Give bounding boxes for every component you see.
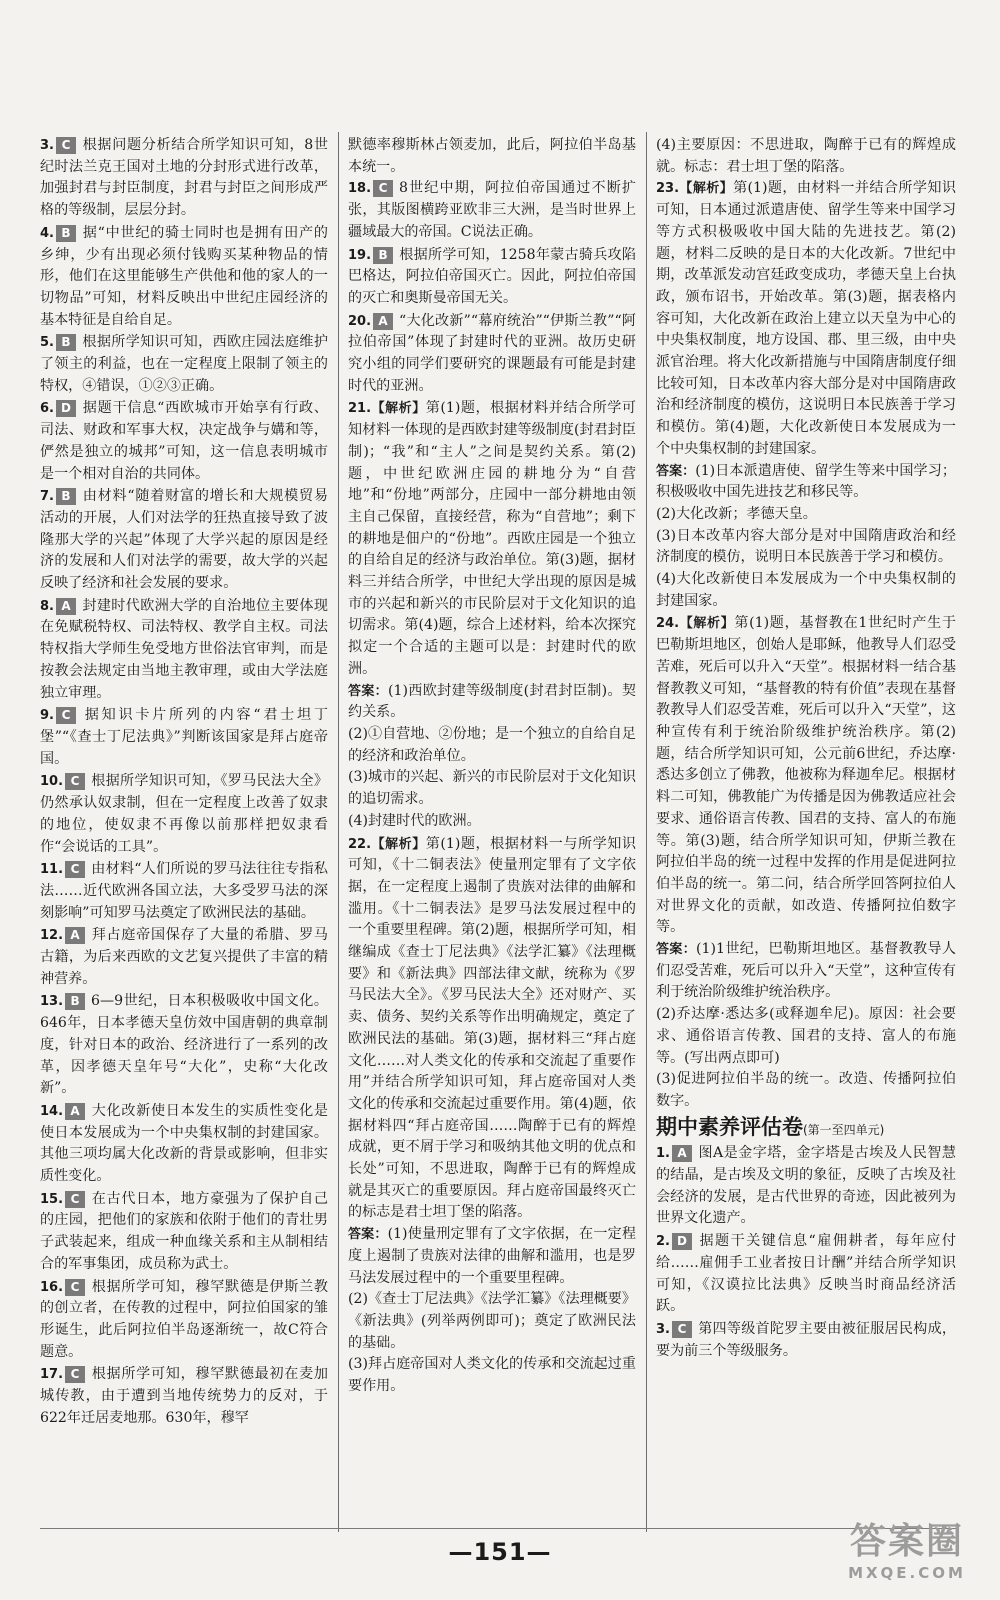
answer-choice-badge: B	[56, 225, 76, 242]
answer-label: 答案：	[348, 683, 388, 699]
question-item	[40, 771, 328, 858]
analysis-text: 第(1)题，基督教在1世纪时产生于巴勒斯坦地区，创始人是耶稣，他教导人们忍受苦难，死后可以升入“天堂”。根据材料一结合基督教教义可知，“基督教的特有价值”表现在基督教教导人们忍受苦难，死后可以升入“天堂”，这种宣传有利于统治阶级维护统治秩序。第(2)题，结合所学知识可知，公元前6世纪，乔达摩·悉达多创立了佛教，他被称为释迦牟尼。根据材料二可知，佛教能广为传播是因为佛教适应社会要求、通俗语言传教、国君的支持、富人的布施等。第(3)题，结合所学知识可知，伊斯兰教在阿拉伯半岛的统一过程中发挥的作用是促进阿拉伯半岛的统一。第二问，结合所学回答阿拉伯人对世界文化的贡献，如改造、传播阿拉伯数字等。	[656, 615, 956, 936]
answer-choice-badge: A	[56, 598, 76, 615]
question-number: 12.	[40, 928, 64, 944]
answer-choice-badge: C	[65, 861, 85, 878]
answer-choice-badge: C	[56, 707, 76, 724]
explanation-text: 据题干信息“西欧城市开始享有行政、司法、财政和军事大权，决定战争与媾和等，俨然是独立的城邦”可知，这一信息表明城市是一个相对自治的共同体。	[40, 400, 328, 482]
explanation-text: 大化改新使日本发生的实质性变化是使日本发展成为一个中央集权制的封建国家。其他三项均属大化改新的背景或影响，但非实质性变化。	[40, 1102, 328, 1185]
analysis-tag: 【解析】	[371, 836, 426, 852]
question-number: 14.	[40, 1103, 64, 1119]
watermark-text: 答案圈	[849, 1521, 964, 1562]
answer-line: (3)促进阿拉伯半岛的统一。改造、传播阿拉伯数字。	[656, 1071, 956, 1109]
question-number: 3.	[40, 138, 54, 153]
answer-choice-badge: C	[65, 773, 85, 790]
question-number: 3.	[656, 1321, 670, 1337]
answer-choice-badge: A	[672, 1145, 692, 1162]
question-number: 22.	[348, 836, 372, 852]
answer-choice-badge: A	[65, 1103, 85, 1120]
continued-text: (4)主要原因：不思进取，陶醉于已有的辉煌成就。标志：君士坦丁堡的陷落。	[656, 137, 956, 175]
answer-line: (2)乔达摩·悉达多(或释迦牟尼)。原因：社会要求、通俗语言传教、国君的支持、富人的布施等。(写出两点即可)	[656, 1006, 956, 1066]
section-subtitle: (第一至四单元)	[803, 1122, 885, 1137]
explanation-text: 第四等级首陀罗主要由被征服居民构成，要为前三个等级服务。	[656, 1320, 956, 1359]
explanation-text: 据题干关键信息“雇佣耕者，每年应付给……雇佣手工业者按日计酬”并结合所学知识可知，《汉谟拉比法典》反映当时商品经济活跃。	[656, 1233, 956, 1315]
column-divider	[646, 132, 647, 1532]
question-number: 1.	[656, 1146, 670, 1162]
answer-line: (4)大化改新使日本发展成为一个中央集权制的封建国家。	[656, 571, 956, 609]
answer-label: 答案：	[656, 463, 696, 479]
answer-choice-badge: C	[65, 1366, 85, 1383]
answer-line: (2)《查士丁尼法典》《法学汇纂》《法理概要》《新法典》(列举两例即可)；奠定了欧洲民法的基础。	[348, 1291, 636, 1351]
question-item	[40, 705, 328, 770]
answer-choice-badge: A	[65, 927, 85, 944]
question-number: 10.	[40, 774, 64, 790]
question-23	[656, 178, 956, 612]
question-number: 11.	[40, 862, 64, 878]
question-item	[40, 398, 328, 485]
column-left	[40, 135, 328, 1525]
question-item	[348, 178, 636, 243]
question-item	[40, 1101, 328, 1188]
answer-line: (1)日本派遣唐使、留学生等来中国学习；积极吸收中国先进技艺和移民等。	[656, 462, 956, 501]
question-item	[40, 1189, 328, 1276]
explanation-text: 在古代日本，地方豪强为了保护自己的庄园，把他们的家族和依附于他们的青壮男子武装起来，组成一种血缘关系和主从制相结合的军事集团，成员称为武士。	[40, 1190, 328, 1272]
answer-choice-badge: B	[56, 488, 76, 505]
answer-line: (2)大化改新；孝德天皇。	[656, 505, 817, 522]
question-item	[40, 332, 328, 397]
explanation-text: 由材料“随着财富的增长和大规模贸易活动的开展，人们对法学的狂热直接导致了波隆那大学的兴起”体现了大学兴起的原因是经济的发展和人们对法学的需要，故大学的兴起反映了经济和社会发展的要求。	[40, 488, 328, 592]
watermark-url: MXQE.COM	[848, 1564, 966, 1582]
analysis-text: 第(1)题，由材料一并结合所学知识可知，日本通过派遣唐使、留学生等来中国学习等方式积极吸收中国大陆的先进技艺。第(2)题，材料二反映的是日本的大化改新。7世纪中期，改革派发动宫廷政变成功，孝德天皇上台执政，颁布诏书，开始改革。第(3)题，据表格内容可知，大化改新在政治上建立以天皇为中心的中央集权制度，地方设国、郡、里三级，由中央派官治理。将大化改新措施与中国隋唐制度仔细比较可知，日本改革内容大部分是对中国隋唐政治和经济制度的模仿，这说明日本民族善于学习和模仿。第(4)题，大化改新使日本发展成为一个中央集权制的封建国家。	[656, 180, 956, 457]
explanation-text: 拜占庭帝国保存了大量的希腊、罗马古籍，为后来西欧的文艺复兴提供了丰富的精神营养。	[40, 927, 328, 987]
footer-rule	[40, 1528, 956, 1529]
answer-choice-badge: A	[373, 313, 393, 330]
question-number: 9.	[40, 708, 54, 724]
question-item	[656, 1319, 956, 1362]
analysis-text: 第(1)题，根据材料一与所学知识可知，《十二铜表法》使量刑定罪有了文字依据，在一定程度上遏制了贵族对法律的曲解和滥用。《十二铜表法》是罗马法发展过程中的一个重要里程碑。第(2)题，根据所学可知，相继编成《查士丁尼法典》《法学汇纂》《法理概要》和《新法典》四部法律文献，统称为《罗马民法大全》。《罗马民法大全》还对财产、买卖、债务、契约关系等作出明确规定，奠定了欧洲民法的基础。第(3)题，据材料三“拜占庭文化……对人类文化的传承和交流起了重要作用”并结合所学知识可知，拜占庭帝国对人类文化的传承和交流起过重要作用。第(4)题，依据材料四“拜占庭帝国……陶醉于已有的辉煌成就，更不屑于学习和吸纳其他文明的优点和长处”可知，不思进取，陶醉于已有的辉煌成就是其灭亡的重要原因。拜占庭帝国最终灭亡的标志是君士坦丁堡的陷落。	[348, 835, 636, 1221]
question-number: 24.	[656, 616, 680, 632]
analysis-text: 第(1)题，根据材料并结合所学可知材料一体现的是西欧封建等级制度(封君封臣制)；“我”和“主人”之间是契约关系。第(2)题，中世纪欧洲庄园的耕地分为“自营地”和“份地”两部分，庄园中一部分耕地由领主自己保留，直接经营，称为“自营地”；剩下的耕地是佃户的“份地”。西欧庄园是一个独立的自给自足的经济与政治单位。第(3)题，据材料三并结合所学，中世纪大学出现的原因是城市的兴起和新兴的市民阶层对于文化知识的追切需求。第(4)题，综合上述材料，给本次探究拟定一个合适的主题可以是：封建时代的欧洲。	[348, 400, 636, 677]
question-number: 21.	[348, 401, 372, 417]
watermark-logo	[832, 1520, 982, 1592]
explanation-text: 根据所学可知，1258年蒙古骑兵攻陷巴格达，阿拉伯帝国灭亡。因此，阿拉伯帝国的灭亡和奥斯曼帝国无关。	[348, 246, 636, 306]
question-number: 20.	[348, 313, 372, 329]
question-item	[40, 135, 328, 222]
answer-line: (4)封建时代的欧洲。	[348, 812, 481, 829]
answer-choice-badge: C	[65, 1279, 85, 1296]
answer-line: (3)日本改革内容大部分是对中国隋唐政治和经济制度的模仿，说明日本民族善于学习和模仿。	[656, 527, 956, 566]
explanation-text: 根据问题分析结合所学知识可知，8世纪时法兰克王国对土地的分封形式进行改革，加强封君与封臣制度，封君与封臣之间形成严格的等级制，层层分封。	[40, 137, 328, 219]
answer-line: (2)①自营地、②份地；是一个独立的自给自足的经济和政治单位。	[348, 725, 636, 764]
answer-choice-badge: D	[56, 400, 76, 417]
explanation-text: 根据所学知识可知，西欧庄园法庭维护了领主的利益，也在一定程度上限制了领主的特权，④错误，①②③正确。	[40, 334, 328, 394]
question-item	[40, 925, 328, 990]
question-item	[348, 245, 636, 310]
column-divider	[338, 132, 339, 1532]
question-number: 16.	[40, 1279, 64, 1295]
explanation-text: 6—9世纪，日本积极吸收中国文化。646年，日本孝德天皇仿效中国唐朝的典章制度，针对日本的政治、经济进行了一系列的改革，因孝德天皇年号“大化”，史称“大化改新”。	[40, 993, 328, 1097]
answer-line: (1)使量刑定罪有了文字依据，在一定程度上遏制了贵族对法律的曲解和滥用，也是罗马法发展过程中的一个重要里程碑。	[348, 1226, 636, 1286]
explanation-text: 根据所学可知，穆罕默德是伊斯兰教的创立者，在传教的过程中，阿拉伯国家的雏形诞生，此后阿拉伯半岛逐渐统一，故C符合题意。	[40, 1278, 328, 1360]
answer-line: (1)1世纪，巴勒斯坦地区。基督教教导人们忍受苦难，死后可以升入“天堂”，这种宣传有利于统治阶级维护统治秩序。	[656, 941, 956, 1001]
question-number: 15.	[40, 1191, 64, 1207]
answer-label: 答案：	[656, 942, 697, 958]
question-item	[656, 1231, 956, 1318]
explanation-text: 据“中世纪的骑士同时也是拥有田产的乡绅，少有出现必须付钱购买某种物品的情形，他们在这里能够生产供他和他的家人的一切物品”可知，材料反映出中世纪庄园经济的基本特征是自给自足。	[40, 224, 328, 328]
question-number: 7.	[40, 489, 54, 505]
question-number: 5.	[40, 335, 54, 351]
question-item	[40, 1364, 328, 1429]
continued-text: 默德率穆斯林占领麦加，此后，阿拉伯半岛基本统一。	[348, 137, 636, 175]
question-item	[40, 486, 328, 595]
answer-choice-badge: B	[373, 247, 393, 264]
column-middle	[348, 135, 636, 1525]
question-number: 6.	[40, 401, 54, 417]
question-item	[348, 311, 636, 398]
question-number: 18.	[348, 181, 372, 197]
answer-choice-badge: B	[65, 993, 85, 1010]
answer-label: 答案：	[348, 1227, 388, 1243]
question-number: 17.	[40, 1367, 64, 1383]
analysis-tag: 【解析】	[679, 181, 734, 197]
question-22	[348, 834, 636, 1398]
answer-line: (3)拜占庭帝国对人类文化的传承和交流起过重要作用。	[348, 1356, 636, 1395]
explanation-text: 由材料“人们所说的罗马法往往专指私法……近代欧洲各国立法，大多受罗马法的深刻影响”可知罗马法奠定了欧洲民法的基础。	[40, 861, 328, 921]
explanation-text: 根据所学可知，穆罕默德最初在麦加城传教，由于遭到当地传统势力的反对，于622年迁居麦地那。630年，穆罕	[40, 1366, 328, 1426]
question-number: 2.	[656, 1234, 670, 1250]
answer-choice-badge: C	[65, 1191, 85, 1208]
question-item	[40, 596, 328, 705]
column-right	[656, 135, 956, 1525]
question-item	[40, 991, 328, 1100]
answer-line: (1)西欧封建等级制度(封君封臣制)。契约关系。	[348, 682, 636, 721]
explanation-text: “大化改新”“幕府统治”“伊斯兰教”“阿拉伯帝国”体现了封建时代的亚洲。故历史研究小组的同学们要研究的课题最有可能是封建时代的亚洲。	[348, 312, 636, 394]
analysis-tag: 【解析】	[371, 401, 426, 417]
question-item	[40, 223, 328, 332]
explanation-text: 据知识卡片所列的内容“君士坦丁堡”“《查士丁尼法典》”判断该国家是拜占庭帝国。	[40, 707, 328, 767]
explanation-text: 根据所学知识可知，《罗马民法大全》仍然承认奴隶制，但在一定程度上改善了奴隶的地位，使奴隶不再像以前那样把奴隶看作“会说话的工具”。	[40, 773, 328, 855]
answer-line: (3)城市的兴起、新兴的市民阶层对于文化知识的追切需求。	[348, 769, 636, 808]
answer-choice-badge: D	[672, 1233, 692, 1250]
question-number: 19.	[348, 247, 372, 263]
question-21	[348, 398, 636, 832]
question-item	[656, 1143, 956, 1230]
analysis-tag: 【解析】	[679, 616, 735, 632]
question-number: 4.	[40, 225, 54, 241]
question-number: 23.	[656, 181, 680, 197]
answer-choice-badge: C	[56, 137, 76, 154]
question-item	[40, 859, 328, 924]
section-title: 期中素养评估卷	[656, 1114, 803, 1139]
answer-choice-badge: B	[56, 334, 76, 351]
page-number: —151—	[448, 1538, 552, 1566]
question-item	[40, 1277, 328, 1364]
answer-choice-badge: C	[373, 180, 393, 197]
answer-choice-badge: C	[672, 1321, 692, 1338]
section-heading	[656, 1114, 956, 1142]
explanation-text: 封建时代欧洲大学的自治地位主要体现在免赋税特权、司法特权、教学自主权。司法特权指大学师生免受地方世俗法官审判，而是按教会法规定由当地主教审理，或由大学法庭独立审理。	[40, 597, 328, 701]
question-24	[656, 613, 956, 1112]
question-number: 13.	[40, 994, 64, 1010]
explanation-text: 图A是金字塔，金字塔是古埃及人民智慧的结晶，是古埃及文明的象征，反映了古埃及社会经济的发展，是古代世界的奇迹，因此被列为世界文化遗产。	[656, 1145, 956, 1227]
question-number: 8.	[40, 598, 54, 614]
explanation-text: 8世纪中期，阿拉伯帝国通过不断扩张，其版图横跨亚欧非三大洲，是当时世界上疆域最大的帝国。C说法正确。	[348, 180, 636, 240]
